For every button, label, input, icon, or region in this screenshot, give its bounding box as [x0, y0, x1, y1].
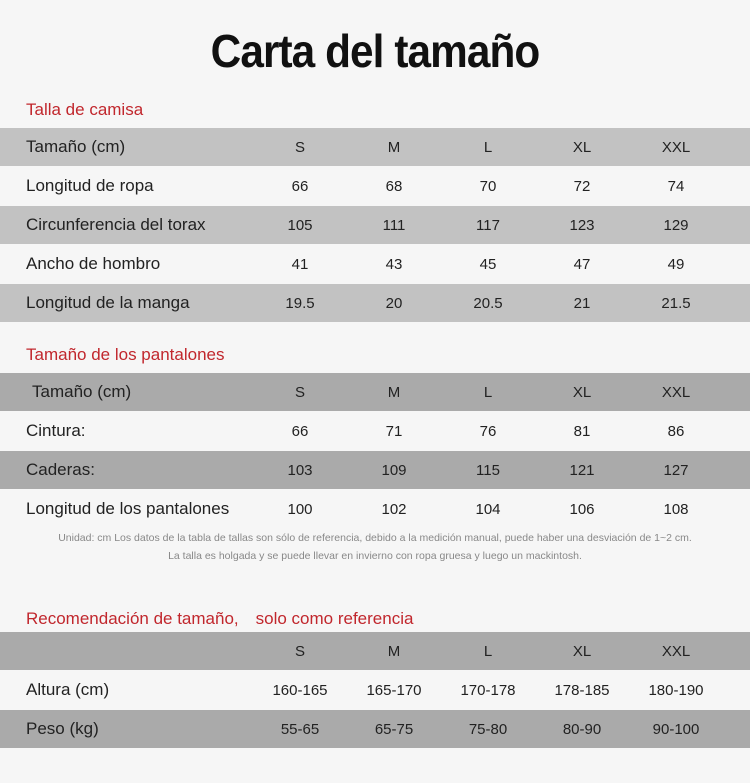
cell: M — [387, 138, 401, 156]
cell: 180-190 — [648, 681, 704, 699]
cell: S — [294, 383, 305, 401]
cell: XL — [572, 642, 592, 660]
cell: 103 — [287, 461, 313, 479]
cell: M — [387, 383, 401, 401]
cell: 117 — [476, 216, 500, 234]
cell: 66 — [291, 422, 309, 440]
table-row — [0, 128, 750, 166]
row-label: Tamaño (cm) — [26, 137, 126, 156]
cell: 121 — [569, 461, 595, 479]
row-label: Longitud de los pantalones — [26, 499, 230, 518]
cell: XL — [572, 138, 592, 156]
cell: XXL — [661, 383, 691, 401]
cell: 55-65 — [280, 720, 320, 738]
cell: 90-100 — [652, 720, 700, 738]
row-label: Ancho de hombro — [26, 254, 161, 273]
pants-size-heading: Tamaño de los pantalones — [26, 345, 225, 364]
cell: 178-185 — [554, 681, 610, 699]
cell: 20.5 — [473, 294, 503, 312]
cell: 104 — [475, 500, 501, 518]
size-note-line-1: Unidad: cm Los datos de la tabla de tallas son sólo de referencia, debido a la medición manual, puede haber una desviación de 1~2 cm. — [58, 532, 692, 544]
row-label: Cintura: — [26, 421, 86, 440]
cell: 43 — [385, 255, 403, 273]
cell: 70 — [479, 177, 497, 195]
cell: 123 — [569, 216, 595, 234]
size-note-line-2: La talla es holgada y se puede llevar en invierno con ropa gruesa y luego un mackintosh. — [168, 550, 582, 562]
table-row — [0, 710, 750, 748]
cell: 71 — [385, 422, 403, 440]
cell: 165-170 — [366, 681, 422, 699]
cell: 49 — [667, 255, 685, 273]
table-row — [0, 490, 750, 528]
cell: XXL — [661, 138, 691, 156]
cell: XXL — [661, 642, 691, 660]
cell: 127 — [663, 461, 689, 479]
recommendation-heading: Recomendación de tamaño, solo como referencia — [26, 609, 414, 628]
cell: 160-165 — [272, 681, 328, 699]
cell: 129 — [663, 216, 689, 234]
cell: 170-178 — [460, 681, 516, 699]
cell: 75-80 — [468, 720, 508, 738]
table-row — [0, 451, 750, 489]
pants-size-table — [0, 373, 750, 529]
cell: 21 — [573, 294, 591, 312]
table-row — [0, 167, 750, 205]
cell: 65-75 — [374, 720, 414, 738]
table-row — [0, 284, 750, 322]
cell: 115 — [476, 461, 500, 479]
table-row — [0, 206, 750, 244]
cell: XL — [572, 383, 592, 401]
cell: 19.5 — [285, 294, 315, 312]
cell: 111 — [382, 216, 406, 234]
cell: 76 — [479, 422, 497, 440]
cell: 47 — [573, 255, 591, 273]
cell: 21.5 — [661, 294, 691, 312]
cell: 100 — [287, 500, 313, 518]
table-row — [0, 245, 750, 283]
row-label: Caderas: — [26, 460, 95, 479]
cell: 80-90 — [562, 720, 602, 738]
table-row — [0, 373, 750, 411]
cell: 74 — [667, 177, 685, 195]
cell: S — [294, 138, 305, 156]
cell: 81 — [573, 422, 591, 440]
cell: 20 — [385, 294, 403, 312]
cell: 86 — [667, 422, 685, 440]
cell: 68 — [385, 177, 403, 195]
cell: 41 — [291, 255, 309, 273]
row-label: Longitud de la manga — [26, 293, 190, 312]
page-title: Carta del tamaño — [210, 25, 540, 77]
cell: 106 — [569, 500, 595, 518]
cell: 108 — [663, 500, 689, 518]
cell: L — [483, 138, 493, 156]
cell: M — [387, 642, 401, 660]
row-label: Longitud de ropa — [26, 176, 154, 195]
cell: L — [483, 642, 493, 660]
cell: 66 — [291, 177, 309, 195]
table-row — [0, 412, 750, 450]
cell: 102 — [381, 500, 407, 518]
shirt-size-heading: Talla de camisa — [26, 100, 144, 119]
cell: 45 — [479, 255, 497, 273]
row-label: Altura (cm) — [26, 680, 110, 699]
shirt-size-table — [0, 128, 750, 323]
cell: S — [294, 642, 305, 660]
row-label: Tamaño (cm) — [32, 382, 132, 401]
cell: 109 — [381, 461, 407, 479]
row-label: Peso (kg) — [26, 719, 99, 738]
cell: 72 — [573, 177, 591, 195]
table-row — [0, 632, 750, 670]
row-label: Circunferencia del torax — [26, 215, 206, 234]
cell: L — [483, 383, 493, 401]
recommendation-table — [0, 632, 750, 749]
cell: 105 — [287, 216, 313, 234]
table-row — [0, 671, 750, 709]
